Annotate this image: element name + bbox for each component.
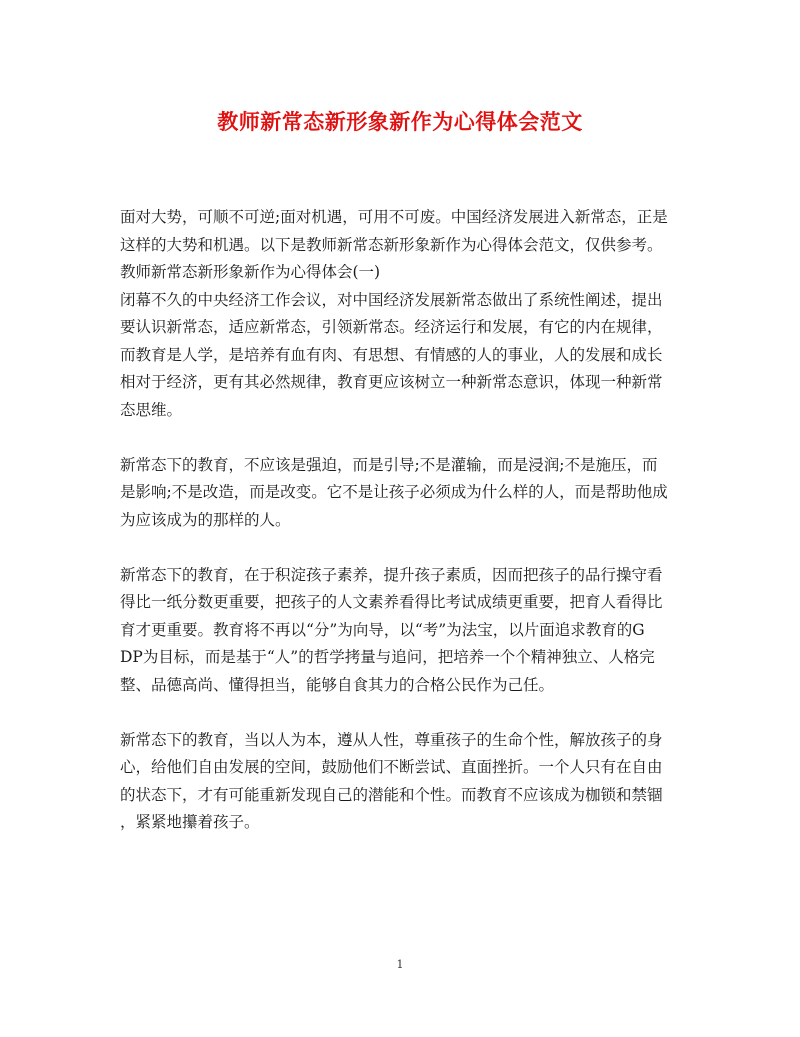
text-line: 是影响;不是改造，而是改变。它不是让孩子必须成为什么样的人，而是帮助他成 (120, 483, 668, 501)
text-line: DP为目标，而是基于“人”的哲学拷量与追问，把培养一个个精神独立、人格完 (120, 648, 655, 666)
paragraph-1 (120, 204, 682, 424)
text-line: 闭幕不久的中央经济工作会议，对中国经济发展新常态做出了系统性阐述，提出 (120, 290, 663, 309)
text-line: 整、品德高尚、懂得担当，能够自食其力的合格公民作为己任。 (120, 675, 555, 694)
text-line: 新常态下的教育，在于积淀孩子素养，提升孩子素质，因而把孩子的品行操守看 (120, 565, 663, 584)
text-line: 为应该成为的那样的人。 (120, 510, 291, 529)
text-line: 而教育是人学，是培养有血有肉、有思想、有情感的人的事业，人的发展和成长 (120, 345, 663, 364)
paragraph-2 (120, 452, 682, 535)
paragraph-3 (120, 562, 682, 700)
paragraph-gap (120, 534, 682, 562)
text-line: 面对大势，可顺不可逆;面对机遇，可用不可废。中国经济发展进入新常态，正是 (120, 208, 668, 226)
text-line: 的状态下，才有可能重新发现自己的潜能和个性。而教育不应该成为枷锁和禁锢 (120, 785, 663, 804)
section-heading-line: 教师新常态新形象新作为心得体会(一) (120, 263, 381, 281)
text-line: 相对于经济，更有其必然规律，教育更应该树立一种新常态意识，体现一种新常 (120, 373, 663, 391)
text-line: 这样的大势和机遇。以下是教师新常态新形象新作为心得体会范文，仅供参考。 (120, 235, 663, 254)
text-line: 心，给他们自由发展的空间，鼓励他们不断尝试、直面挫折。一个人只有在自由 (120, 758, 663, 776)
text-line: 新常态下的教育，不应该是强迫，而是引导;不是灌输，而是浸润;不是施压，而 (120, 455, 658, 474)
text-line: 得比一纸分数更重要，把孩子的人文素养看得比考试成绩更重要，把育人看得比 (120, 593, 663, 611)
page-number: 1 (396, 958, 404, 971)
text-line: ，紧紧地攥着孩子。 (120, 813, 260, 831)
paragraph-gap (120, 699, 682, 727)
paragraph-4 (120, 727, 682, 837)
text-line: 育才更重要。教育将不再以“分”为向导，以“考”为法宝，以片面追求教育的G (120, 620, 645, 639)
paragraph-gap (120, 424, 682, 452)
document-title: 教师新常态新形象新作为心得体会范文 (217, 109, 583, 134)
text-line: 要认识新常态，适应新常态，引领新常态。经济运行和发展，有它的内在规律， (120, 318, 663, 336)
text-line: 态思维。 (120, 400, 183, 419)
document-body (120, 204, 682, 837)
text-line: 新常态下的教育，当以人为本，遵从人性，尊重孩子的生命个性，解放孩子的身 (120, 730, 663, 749)
